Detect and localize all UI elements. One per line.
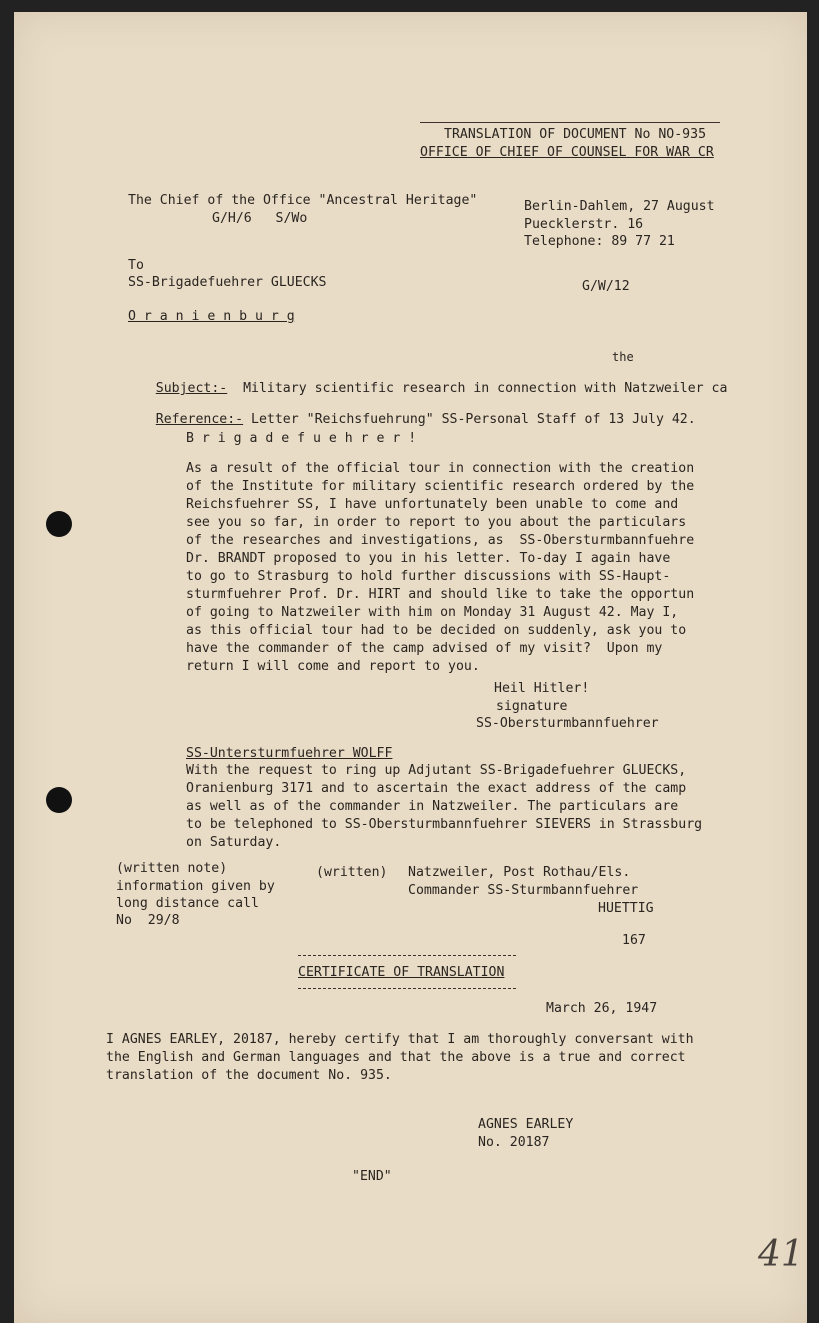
subject-label: Subject:- [155,381,228,396]
body-line: of the researches and investigations, as SS-Obersturmbannfuehre [186,533,695,548]
salutation: B r i g a d e f u e h r e r ! [186,431,417,446]
body-line: see you so far, in order to report to you about the particulars [186,515,687,530]
header-line-2: OFFICE OF CHIEF OF COUNSEL FOR WAR CR [420,145,714,160]
written-line-2: Commander SS-Sturmbannfuehrer [408,883,639,898]
recipient-ref: G/W/12 [582,279,630,294]
certificate-line: the English and German languages and that the above is a true and correct [106,1050,686,1065]
written-note-line: information given by [116,879,275,894]
reference-label: Reference:- [155,412,244,427]
address-line-1: Berlin-Dahlem, 27 August [524,199,715,214]
recipient-name: SS-Brigadefuehrer GLUECKS [128,275,327,290]
doc-number: 167 [622,933,646,948]
certificate-rule-top [298,955,516,956]
certificate-signer-no: No. 20187 [478,1135,550,1150]
body-line: to go to Strasburg to hold further discussions with SS-Haupt- [186,569,671,584]
certificate-line: I AGNES EARLEY, 20187, hereby certify that I am thoroughly conversant with [106,1032,694,1047]
certificate-rule-bottom [298,988,516,989]
sender-line-1: The Chief of the Office "Ancestral Heritage" [128,193,478,208]
recipient-city: O r a n i e n b u r g [128,309,295,324]
body-line: Dr. BRANDT proposed to you in his letter. To-day I again have [186,551,671,566]
body-line: of the Institute for military scientific research ordered by the [186,479,695,494]
body-line: as this official tour had to be decided on suddenly, ask you to [186,623,687,638]
address-line-2: Puecklerstr. 16 [524,217,644,232]
reference-text: Letter "Reichsfuehrung" SS-Personal Staff of 13 July 42. [243,412,696,427]
subject-text: Military scientific research in connection with Natzweiler ca [227,381,728,396]
note-line: on Saturday. [186,835,282,850]
closing-greeting: Heil Hitler! [494,681,590,696]
body-line: sturmfuehrer Prof. Dr. HIRT and should like to take the opportun [186,587,695,602]
sender-line-2: G/H/6 S/Wo [212,211,308,226]
header-line-1: TRANSLATION OF DOCUMENT No NO-935 [444,127,707,142]
certificate-signer: AGNES EARLEY [478,1117,574,1132]
header-rule [420,122,720,123]
body-line: return I will come and report to you. [186,659,480,674]
written-line-3: HUETTIG [598,901,654,916]
subject-insert: the [612,350,634,364]
body-line: As a result of the official tour in connection with the creation [186,461,695,476]
body-line: have the commander of the camp advised of my visit? Upon my [186,641,663,656]
note-line: to be telephoned to SS-Obersturmbannfuehrer SIEVERS in Strassburg [186,817,703,832]
note-line: as well as of the commander in Natzweiler. The particulars are [186,799,679,814]
note-addressee: SS-Untersturmfuehrer WOLFF [186,746,393,761]
handwritten-page-number: 41 [758,1234,804,1275]
written-note-line: long distance call [116,896,259,911]
punch-hole-bottom [46,787,72,813]
written-note-line: (written note) [116,861,228,876]
end-mark: "END" [352,1169,392,1184]
body-line: of going to Natzweiler with him on Monday 31 August 42. May I, [186,605,679,620]
closing-rank: SS-Obersturmbannfuehrer [476,716,659,731]
recipient-to: To [128,258,144,273]
note-line: Oranienburg 3171 and to ascertain the exact address of the camp [186,781,687,796]
punch-hole-top [46,511,72,537]
note-line: With the request to ring up Adjutant SS-Brigadefuehrer GLUECKS, [186,763,687,778]
address-line-3: Telephone: 89 77 21 [524,234,675,249]
written-label: (written) [316,865,388,880]
written-line-1: Natzweiler, Post Rothau/Els. [408,865,631,880]
body-line: Reichsfuehrer SS, I have unfortunately been unable to come and [186,497,679,512]
written-note-line: No 29/8 [116,913,180,928]
certificate-line: translation of the document No. 935. [106,1068,392,1083]
certificate-date: March 26, 1947 [546,1001,658,1016]
document-page [14,12,807,1323]
certificate-title: CERTIFICATE OF TRANSLATION [298,965,505,980]
closing-signature: signature [496,699,568,714]
